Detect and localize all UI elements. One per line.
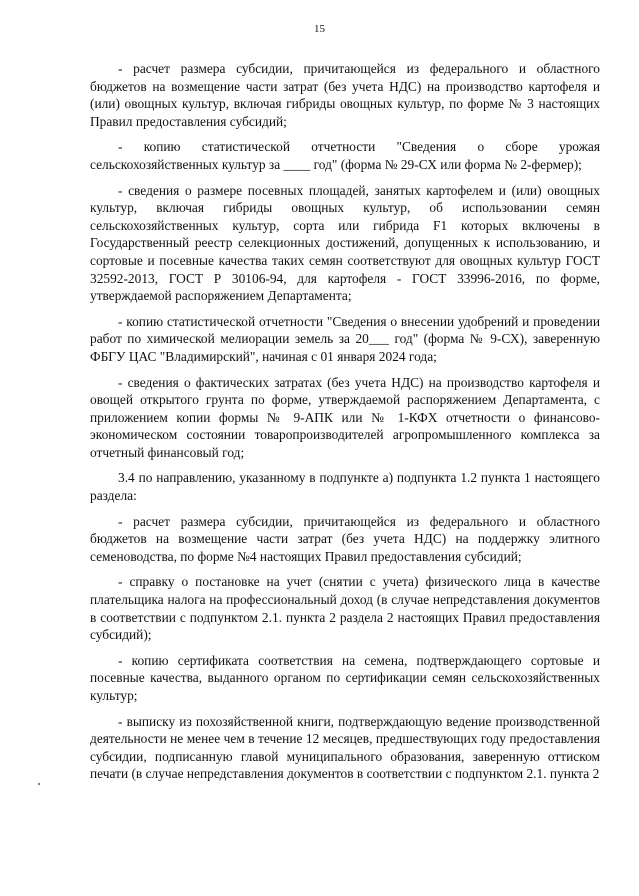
page-number: 15 bbox=[314, 23, 325, 35]
paragraph-section-3-4: 3.4 по направлению, указанному в подпункте а) подпункта 1.2 пункта 1 настоящего раздела: bbox=[90, 470, 600, 504]
paragraph-subsidy-calc-seed: - расчет размера субсидии, причитающейся из федерального и областного бюджетов на возмещение части затрат (без учета НДС) на поддержку элитного семеноводства, по форме №4 настоящих Правил предоставления субсидий; bbox=[90, 513, 600, 564]
paragraph-seed-certificate: - копию сертификата соответствия на семена, подтверждающего сортовые и посевные качества, выданного органом по сертификации семян сельскохозяйственных культур; bbox=[90, 652, 600, 703]
document-body bbox=[90, 60, 600, 783]
paragraph-sown-area-info: - сведения о размере посевных площадей, занятых картофелем и (или) овощных культур, включая гибриды овощных культур, об использовании семян сельскохозяйственных культур, сорта или гибрида F1 которых включены в Государственный реестр селекционных достижений, допущенных к использованию, и сортовые и посевные качества таких семян соответствуют для овощных культур ГОСТ 32592-2013, ГОСТ Р 30106-94, для картофеля - ГОСТ 33996-2016, по форме, утверждаемой распоряжением Департамента; bbox=[90, 182, 600, 304]
paragraph-tax-registration: - справку о постановке на учет (снятии с учета) физического лица в качестве плательщика налога на профессиональный доход (в случае непредставления документов в соответствии с подпунктом 2.1. пункта 2 раздела 2 настоящих Правил предоставления субсидий); bbox=[90, 574, 600, 643]
paragraph-harvest-report: - копию статистической отчетности "Сведения о сборе урожая сельскохозяйственных культур за ____ год" (форма № 29-СХ или форма № 2-фермер); bbox=[90, 139, 600, 172]
paragraph-actual-costs: - сведения о фактических затратах (без учета НДС) на производство картофеля и овощей открытого грунта по форме, утверждаемой распоряжением Департамента, с приложением копии формы № 9-АПК или № 1-КФХ отчетности о финансово-экономическом состоянии товаропроизводителей агропромышленного комплекса за отчетный финансовый год; bbox=[90, 374, 600, 460]
paragraph-subsidy-calc-potato: - расчет размера субсидии, причитающейся из федерального и областного бюджетов на возмещение части затрат (без учета НДС) на производство картофеля и (или) овощных культур, включая гибриды овощных культур, по форме № 3 настоящих Правил предоставления субсидий; bbox=[90, 61, 600, 129]
paragraph-household-book: - выписку из похозяйственной книги, подтверждающую ведение производственной деятельности не менее чем в течение 12 месяцев, предшествующих году предоставления субсидии, подписанную главой муниципального образования, заверенную оттиском печати (в случае непредставления документов в соответствии с подпунктом 2.1. пункта 2 bbox=[90, 713, 600, 782]
paragraph-fertilizer-report: - копию статистической отчетности "Сведения о внесении удобрений и проведении работ по химической мелиорации земель за 20___ год" (форма № 9-СХ), заверенную ФБГУ ЦАС "Владимирский", начиная с 01 января 2024 года; bbox=[90, 313, 600, 364]
scan-speck bbox=[38, 783, 40, 785]
